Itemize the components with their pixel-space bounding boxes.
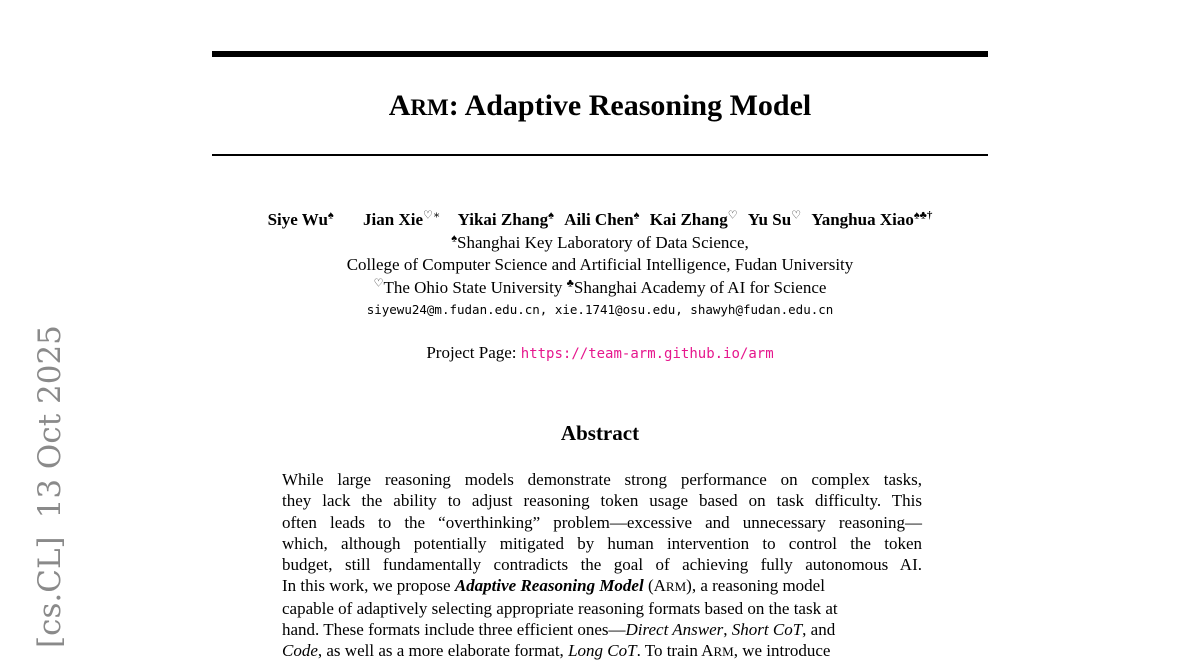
author-list <box>200 208 1000 232</box>
author: Yanghua Xiao♠♣† <box>811 209 933 229</box>
author-affiliation-mark: ♠ <box>327 209 334 222</box>
author-affiliation-mark: ♡ <box>727 209 738 222</box>
abstract-line: often leads to the “overthinking” problem—excessive and unnecessary reasoning— <box>282 512 922 532</box>
abstract-body <box>282 469 922 663</box>
club-mark-icon: ♣ <box>566 277 574 290</box>
author-affiliation-mark: ♡∗ <box>423 209 441 222</box>
author-emails: siyewu24@m.fudan.edu.cn, xie.1741@osu.edu, shawyh@fudan.edu.cn <box>366 302 834 317</box>
abstract-line: In this work, we propose Adaptive Reasoning Model (ARM), a reasoning model <box>282 576 825 596</box>
title-bottom-rule <box>212 154 988 156</box>
heart-mark-icon: ♡ <box>373 277 384 290</box>
model-name-emphasis: Adaptive Reasoning Model <box>454 576 644 596</box>
arxiv-category: [cs.CL] <box>32 536 68 648</box>
abstract-line: budget, still fundamentally contradicts the goal of achieving fully autonomous AI. <box>282 555 922 575</box>
title-top-rule <box>212 51 988 57</box>
affiliation-line: College of Computer Science and Artificial Intelligence, Fudan University <box>346 255 854 274</box>
affiliation-line: ♠Shanghai Key Laboratory of Data Science, <box>451 232 749 252</box>
affiliation-line: ♡The Ohio State University ♣Shanghai Academy of AI for Science <box>373 277 827 297</box>
author: Siye Wu♠ <box>267 209 334 229</box>
author: Jian Xie♡∗ <box>363 209 441 229</box>
abstract-line: Code, as well as a more elaborate format, Long CoT. To train ARM, we introduce <box>282 641 831 661</box>
arxiv-side-stamp <box>30 307 70 648</box>
author-affiliation-mark: ♠ <box>633 209 640 222</box>
abstract-line: While large reasoning models demonstrate strong performance on complex tasks, <box>282 470 922 489</box>
author-affiliation-mark: ♠ <box>548 209 554 222</box>
author: Aili Chen♠ <box>564 209 640 229</box>
abstract-line: capable of adaptively selecting appropriate reasoning formats based on the task at <box>282 598 838 618</box>
author: Yikai Zhang♠ <box>457 209 554 229</box>
spade-mark-icon: ♠ <box>451 232 458 245</box>
arxiv-date: 13 Oct 2025 <box>32 325 68 519</box>
title-smallcaps-rest: RM <box>410 95 449 120</box>
abstract-line: they lack the ability to adjust reasoning token usage based on task difficulty. This <box>282 491 922 511</box>
project-page <box>200 341 1000 366</box>
project-page-link[interactable]: https://team-arm.github.io/arm <box>520 346 774 362</box>
abstract-line: hand. These formats include three efficient ones—Direct Answer, Short CoT, and <box>282 620 836 640</box>
abstract-heading: Abstract <box>560 421 640 445</box>
author-affiliation-mark: ♡ <box>791 209 802 222</box>
author: Kai Zhang♡ <box>649 209 738 229</box>
abstract-line: which, although potentially mitigated by human intervention to control the token <box>282 533 922 553</box>
title-text: : Adaptive Reasoning Model <box>448 89 812 122</box>
project-page-label: Project Page: <box>426 343 521 362</box>
paper-title <box>212 86 988 128</box>
author-affiliation-mark: ♠♣† <box>913 209 933 222</box>
author: Yu Su♡ <box>747 209 802 229</box>
title-smallcaps-initial: A <box>388 89 411 122</box>
